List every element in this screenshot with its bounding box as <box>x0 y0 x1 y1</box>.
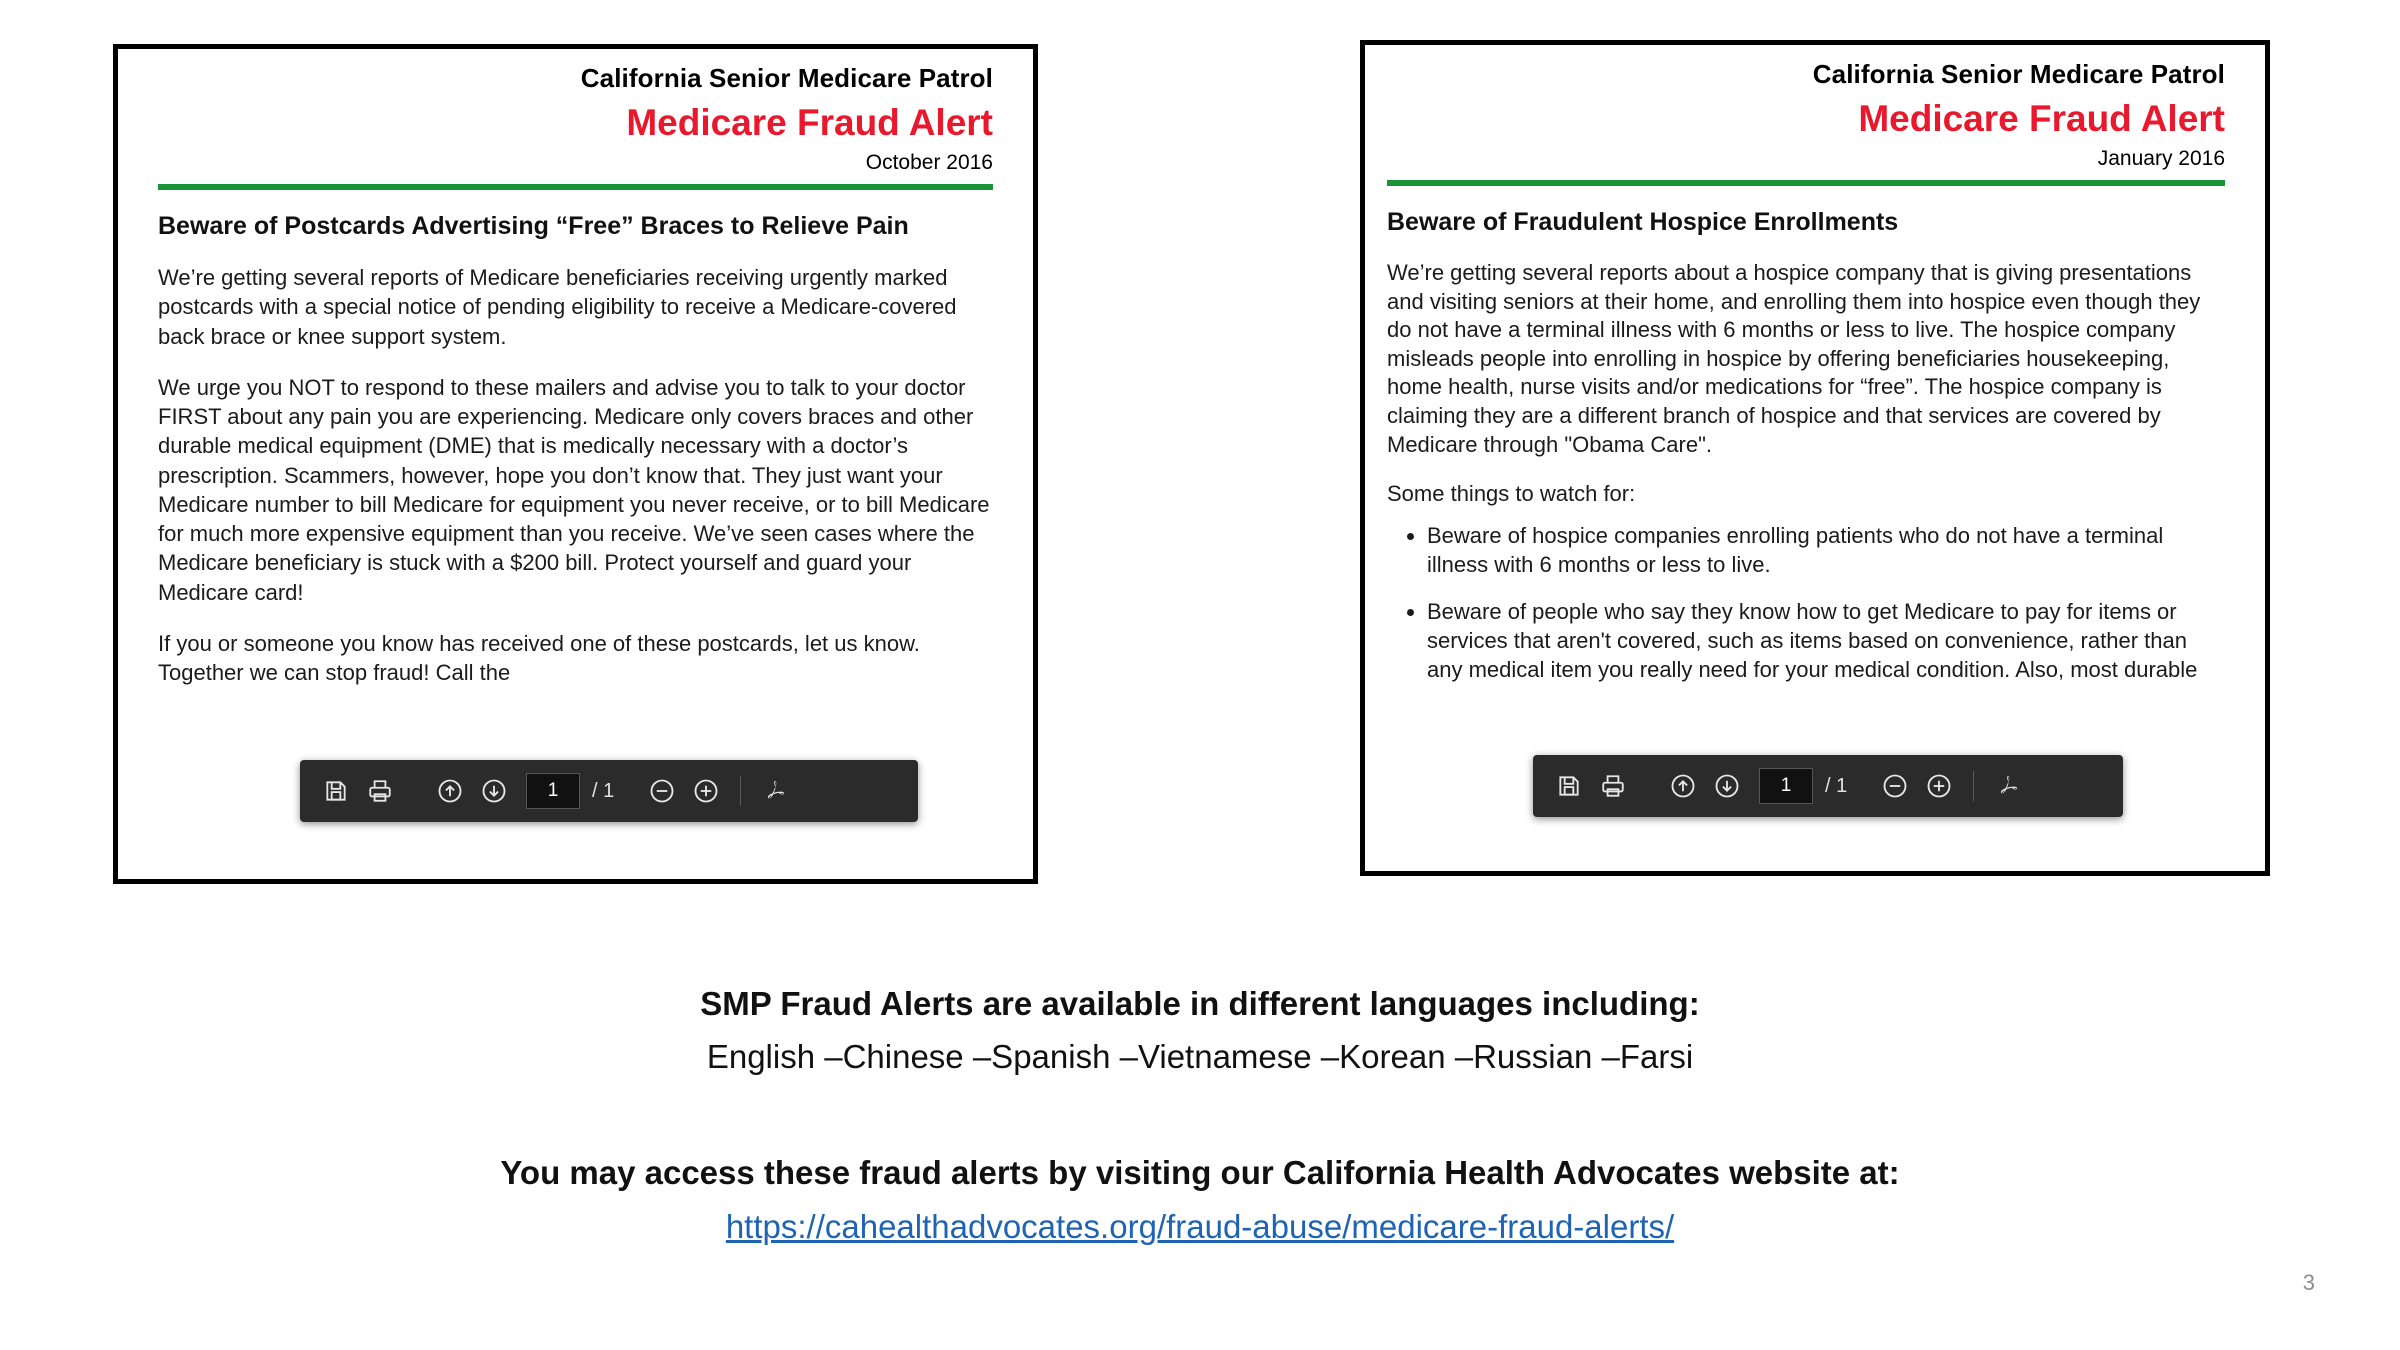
document-organization: California Senior Medicare Patrol <box>1812 59 2225 89</box>
zoom-in-icon[interactable] <box>684 769 728 813</box>
languages-heading: SMP Fraud Alerts are available in different languages including: <box>700 985 1700 1022</box>
document-divider <box>158 184 993 190</box>
slide-number: 3 <box>2302 1270 2315 1295</box>
pdf-toolbar-left[interactable] <box>300 760 918 822</box>
page-down-icon[interactable] <box>472 769 516 813</box>
document-organization: California Senior Medicare Patrol <box>580 63 993 93</box>
pdf-page-right <box>1365 45 2265 871</box>
page-up-icon[interactable] <box>1661 764 1705 808</box>
page-count-label: / 1 <box>1825 774 1848 797</box>
fraud-alerts-link[interactable]: https://cahealthadvocates.org/fraud-abuse/medicare-fraud-alerts/ <box>725 1208 1675 1245</box>
document-body <box>158 263 993 687</box>
save-icon[interactable] <box>1547 764 1591 808</box>
document-date: October 2016 <box>865 151 993 174</box>
zoom-out-icon[interactable] <box>1873 764 1917 808</box>
document-heading: Beware of Postcards Advertising “Free” Braces to Relieve Pain <box>158 212 909 240</box>
pdf-viewer-left[interactable] <box>113 44 1038 884</box>
pdf-page-left <box>118 49 1033 879</box>
zoom-out-icon[interactable] <box>640 769 684 813</box>
list-item: • Beware of people who say they know how to get Medicare to pay for items or services that aren't covered, such as items based on convenience, rather than any medical item you really need for your medical condition. Also, most durable <box>1427 597 2225 684</box>
document-body <box>1387 259 2225 459</box>
document-bullet-list <box>1387 521 2225 684</box>
document-paragraph: We’re getting several reports about a hospice company that is giving presentations and visiting seniors at their home, and enrolling them into hospice even though they do not have a terminal illness with 6 months or less to live. The hospice company misleads people into enrolling in hospice by offering beneficiaries housekeeping, home health, nurse visits and/or medications for “free”. The hospice company is claiming they are a different branch of hospice and that services are covered by Medicare through "Obama Care". <box>1387 260 2201 457</box>
document-title: Medicare Fraud Alert <box>1858 98 2225 139</box>
pdf-viewer-right[interactable] <box>1360 40 2270 876</box>
print-icon[interactable] <box>1591 764 1635 808</box>
access-heading: You may access these fraud alerts by visiting our California Health Advocates website at: <box>500 1154 1900 1191</box>
document-heading: Beware of Fraudulent Hospice Enrollments <box>1387 208 1899 236</box>
page-up-icon[interactable] <box>428 769 472 813</box>
page-count-label: / 1 <box>592 779 615 802</box>
page-down-icon[interactable] <box>1705 764 1749 808</box>
document-date: January 2016 <box>2097 147 2225 170</box>
document-divider <box>1387 180 2225 186</box>
list-item: • Beware of hospice companies enrolling patients who do not have a terminal illness with 6 months or less to live. <box>1427 521 2225 579</box>
acrobat-icon[interactable] <box>753 769 797 813</box>
save-icon[interactable] <box>314 769 358 813</box>
fraud-alerts-link-container <box>0 1208 2400 1246</box>
document-paragraph: We urge you NOT to respond to these mailers and advise you to talk to your doctor FIRST about any pain you are experiencing. Medicare only covers braces and other durable medical equipment (DME) that is medically necessary with a doctor’s prescription. Scammers, however, hope you don’t know that. They just want your Medicare number to bill Medicare for equipment you never receive, or to bill Medicare for much more expensive equipment than you receive. We’ve seen cases where the Medicare beneficiary is stuck with a $200 bill. Protect yourself and guard your Medicare card! <box>158 374 990 605</box>
page-number-input[interactable]: 1 <box>1759 768 1813 804</box>
pdf-toolbar-right[interactable] <box>1533 755 2123 817</box>
document-paragraph: We’re getting several reports of Medicare beneficiaries receiving urgently marked postcards with a special notice of pending eligibility to receive a Medicare-covered back brace or knee support system. <box>158 265 957 349</box>
acrobat-icon[interactable] <box>1986 764 2030 808</box>
document-title: Medicare Fraud Alert <box>626 102 993 143</box>
toolbar-separator <box>1973 771 1974 801</box>
document-paragraph: If you or someone you know has received one of these postcards, let us know. Together we can stop fraud! Call the <box>158 630 920 685</box>
languages-list: English –Chinese –Spanish –Vietnamese –Korean –Russian –Farsi <box>706 1038 1694 1075</box>
toolbar-separator <box>740 776 741 806</box>
zoom-in-icon[interactable] <box>1917 764 1961 808</box>
document-subheading: Some things to watch for: <box>1387 481 1636 507</box>
print-icon[interactable] <box>358 769 402 813</box>
page-number-input[interactable]: 1 <box>526 773 580 809</box>
